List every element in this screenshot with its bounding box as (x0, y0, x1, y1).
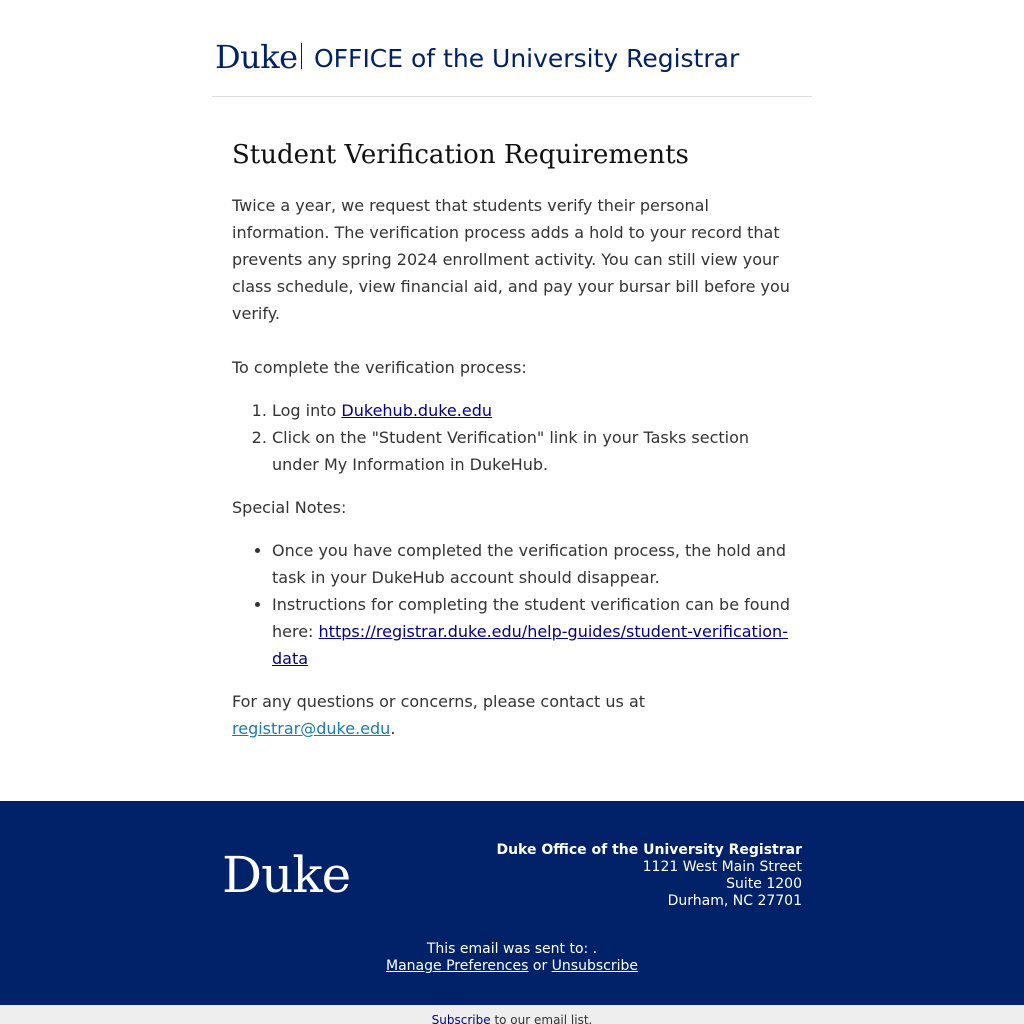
step-text: Log into (272, 401, 342, 420)
dukehub-link[interactable]: Dukehub.duke.edu (341, 401, 492, 420)
manage-preferences-link[interactable]: Manage Preferences (386, 958, 529, 974)
duke-logo: Duke (215, 38, 298, 76)
notes-list (232, 537, 798, 672)
step-item (272, 424, 798, 478)
footer-address-line: Durham, NC 27701 (667, 893, 802, 909)
registrar-email-link[interactable]: registrar@duke.edu (232, 719, 391, 738)
help-guide-link[interactable]: https://registrar.duke.edu/help-guides/student-verification-data (272, 622, 788, 668)
office-title: OFFICE of the University Registrar (314, 44, 740, 73)
or-text: or (528, 958, 552, 974)
step-text: Click on the "Student Verification" link in your Tasks section under My Information in DukeHub. (272, 428, 750, 474)
subscribe-suffix: to our email list. (490, 1013, 593, 1024)
intro-paragraph: Twice a year, we request that students verify their personal information. The verification process adds a hold to your record that prevents any spring 2024 enrollment activity. You can still view your class schedule, view financial aid, and pay your bursar bill before you verify. (232, 196, 790, 323)
note-item (272, 591, 798, 672)
notes-lead: Special Notes: (232, 498, 347, 517)
note-item (272, 537, 798, 591)
header-divider (301, 43, 302, 69)
steps-list (232, 397, 798, 478)
subscribe-bar (0, 1005, 1024, 1024)
email-header (212, 38, 812, 97)
email-body (232, 138, 798, 742)
sent-to-text: This email was sent to: . (426, 941, 598, 957)
email-footer (0, 801, 1024, 1005)
contact-paragraph (232, 688, 798, 742)
footer-meta (0, 941, 1024, 975)
footer-address (496, 842, 802, 910)
steps-lead: To complete the verification process: (232, 358, 527, 377)
page-title: Student Verification Requirements (232, 140, 689, 170)
footer-address-line: 1121 West Main Street (642, 859, 802, 875)
subscribe-link[interactable]: Subscribe (431, 1013, 491, 1024)
unsubscribe-link[interactable]: Unsubscribe (551, 958, 638, 974)
note-text: Instructions for completing the student verification can be found here: (272, 595, 790, 641)
footer-org-name: Duke Office of the University Registrar (496, 842, 802, 858)
contact-text: For any questions or concerns, please contact us at (232, 692, 646, 711)
footer-duke-logo: Duke (222, 846, 351, 904)
preferences-line (0, 958, 1024, 975)
note-text: Once you have completed the verification process, the hold and task in your DukeHub account should disappear. (272, 541, 787, 587)
contact-suffix: . (390, 719, 396, 738)
step-item (272, 397, 798, 424)
footer-address-line: Suite 1200 (726, 876, 802, 892)
